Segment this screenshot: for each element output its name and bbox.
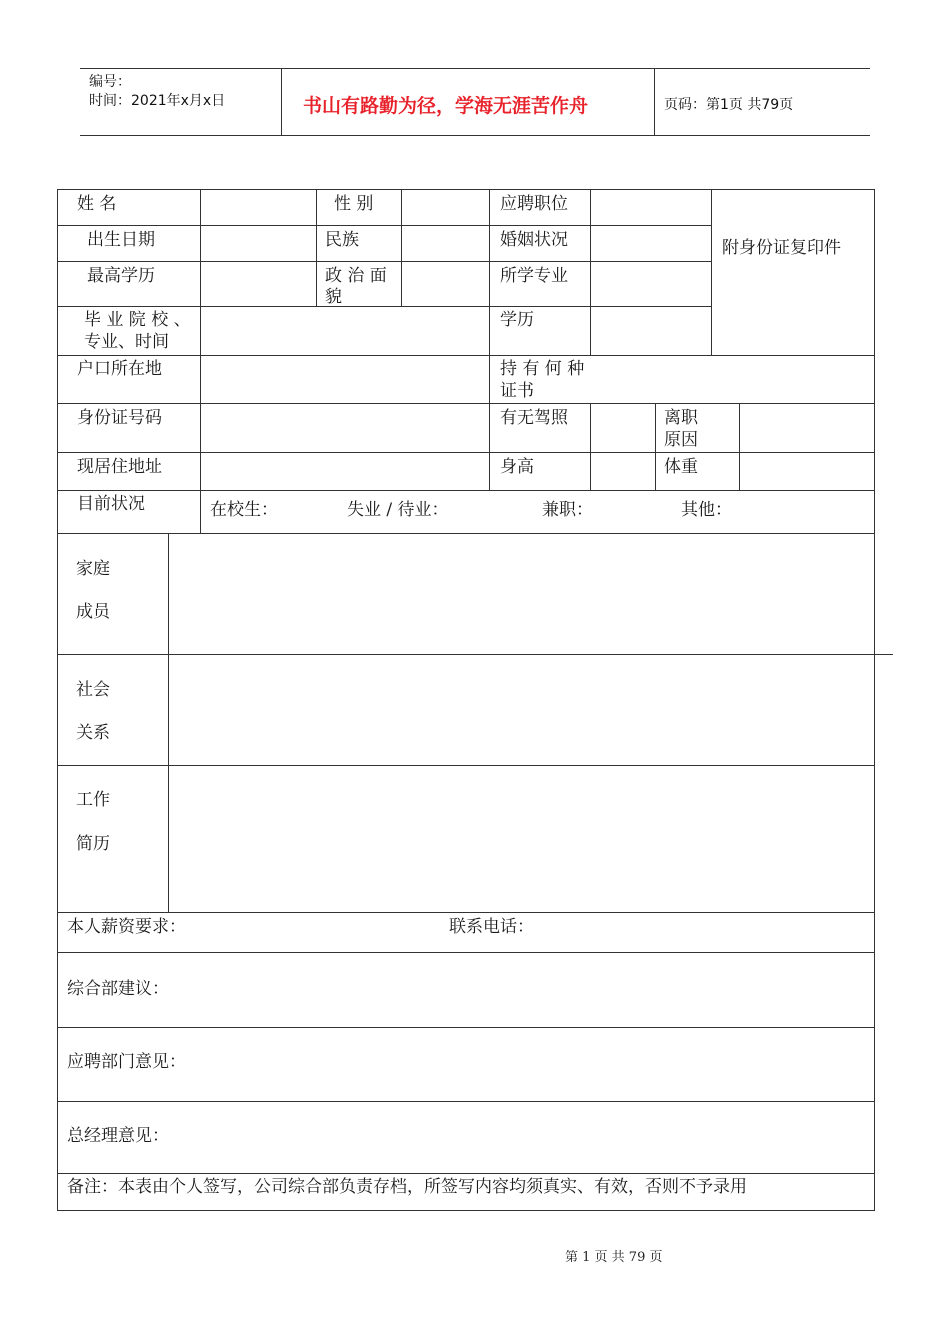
education-field[interactable] — [202, 263, 314, 304]
social-relations-label: 社会 — [76, 680, 110, 700]
header-top-rule — [80, 68, 870, 69]
salary-requirement-label: 本人薪资要求： — [67, 917, 186, 937]
family-members-field[interactable] — [170, 535, 872, 652]
name-label: 姓 名 — [77, 194, 117, 214]
dept-advice-label: 综合部建议： — [67, 979, 169, 999]
gender-label: 性 别 — [334, 194, 374, 214]
leave-reason-field[interactable] — [741, 405, 872, 450]
status-other-option[interactable]: 其他： — [681, 500, 732, 520]
header-divider-right — [654, 68, 655, 135]
school-label: 毕 业 院 校 、 — [84, 310, 191, 330]
gm-opinion-field[interactable] — [59, 1103, 872, 1171]
status-parttime-option[interactable]: 兼职： — [542, 500, 593, 520]
birth-date-label: 出生日期 — [87, 230, 155, 250]
drivers-license-label: 有无驾照 — [500, 408, 568, 428]
marital-status-label: 婚姻状况 — [500, 230, 568, 250]
id-copy-label: 附身份证复印件 — [722, 238, 841, 258]
id-number-field[interactable] — [202, 405, 487, 450]
work-history-label: 工作 — [76, 790, 110, 810]
id-number-label: 身份证号码 — [77, 408, 162, 428]
page-indicator: 页码：第1页 共79页 — [664, 97, 794, 113]
dept-advice-field[interactable] — [59, 954, 872, 1025]
political-status-field[interactable] — [403, 263, 487, 304]
address-field[interactable] — [202, 454, 487, 488]
hiring-dept-opinion-field[interactable] — [59, 1029, 872, 1099]
work-history-label-cont: 简历 — [76, 834, 110, 854]
marital-status-field[interactable] — [592, 227, 709, 259]
certificates-field[interactable] — [592, 357, 872, 401]
serial-number-label: 编号： — [89, 74, 131, 90]
family-members-label-cont: 成员 — [76, 602, 110, 622]
weight-label: 体重 — [664, 457, 698, 477]
name-field[interactable] — [202, 191, 314, 223]
family-members-label: 家庭 — [76, 559, 110, 579]
current-status-label: 目前状况 — [77, 494, 145, 514]
hiring-dept-opinion-label: 应聘部门意见： — [67, 1052, 186, 1072]
degree-label: 学历 — [500, 310, 534, 330]
social-relations-field[interactable] — [170, 656, 872, 763]
birth-date-field[interactable] — [202, 227, 314, 259]
major-label: 所学专业 — [500, 266, 568, 286]
page-footer: 第 1 页 共 79 页 — [565, 1250, 663, 1265]
ethnicity-field[interactable] — [403, 227, 487, 259]
ethnicity-label: 民族 — [325, 230, 359, 250]
date-label: 时间：2021年x月x日 — [89, 93, 226, 109]
remark-text: 备注：本表由个人签写，公司综合部负责存档，所签写内容均须真实、有效，否则不予录用 — [67, 1177, 747, 1197]
status-student-option[interactable]: 在校生： — [210, 500, 278, 520]
phone-label: 联系电话： — [449, 917, 534, 937]
gender-field[interactable] — [403, 191, 487, 223]
header-divider-left — [281, 68, 282, 135]
hukou-field[interactable] — [202, 357, 487, 401]
school-field[interactable] — [202, 308, 487, 353]
social-relations-label-cont: 关系 — [76, 723, 110, 743]
status-unemployed-option[interactable]: 失业 / 待业： — [347, 500, 449, 520]
certificates-label: 持 有 何 种 — [500, 359, 585, 379]
weight-field[interactable] — [741, 454, 872, 488]
hukou-label: 户口所在地 — [77, 359, 162, 379]
leave-reason-label-cont: 原因 — [664, 430, 698, 450]
certificates-label-cont: 证书 — [500, 381, 534, 401]
education-label: 最高学历 — [87, 266, 155, 286]
major-field[interactable] — [592, 263, 709, 304]
height-field[interactable] — [592, 454, 653, 488]
leave-reason-label: 离职 — [664, 408, 698, 428]
drivers-license-field[interactable] — [592, 405, 653, 450]
political-status-label-cont: 貌 — [325, 287, 342, 307]
position-label: 应聘职位 — [500, 194, 568, 214]
gm-opinion-label: 总经理意见： — [67, 1126, 169, 1146]
motto: 书山有路勤为径，学海无涯苦作舟 — [303, 95, 589, 117]
work-history-field[interactable] — [170, 767, 872, 910]
school-label-cont: 专业、时间 — [84, 332, 169, 352]
political-status-label: 政 治 面 — [325, 266, 387, 286]
header-bottom-rule — [80, 135, 870, 136]
address-label: 现居住地址 — [77, 457, 162, 477]
height-label: 身高 — [500, 457, 534, 477]
position-field[interactable] — [592, 191, 709, 223]
degree-field[interactable] — [592, 308, 709, 353]
id-copy-area[interactable] — [713, 191, 872, 353]
